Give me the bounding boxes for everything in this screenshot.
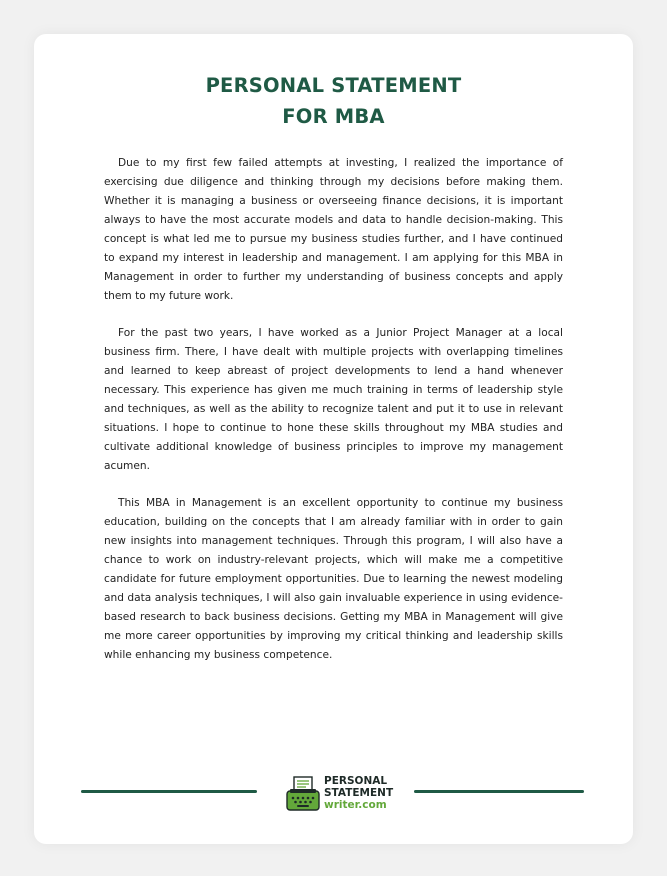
- statement-body: [104, 154, 563, 683]
- title-line-2: FOR MBA: [282, 105, 385, 128]
- footer-divider-left: [81, 790, 257, 793]
- logo-line-1: PERSONAL: [324, 775, 388, 787]
- paragraph-1: Due to my first few failed attempts at investing, I realized the importance of exercising due diligence and thinking through my decisions before making them. Whether it is managing a business or overseeing finance decisions, it is important always to have the most accurate models and data to handle decision-making. This concept is what led me to pursue my business studies further, and I have continued to expand my interest in leadership and management. I am applying for this MBA in Management in order to further my understanding of business concepts and apply them to my future work.: [104, 157, 563, 302]
- logo-wordmark: [324, 775, 393, 811]
- paragraph-3: This MBA in Management is an excellent opportunity to continue my business education, building on the concepts that I am already familiar with in order to gain new insights into management techniques. Through this program, I will also have a chance to work on industry-relevant projects, which will make me a competitive candidate for future employment opportunities. Due to learning the newest modeling and data analysis techniques, I will also gain invaluable experience in using evidence-based research to back business decisions. Getting my MBA in Management will give me more career opportunities by improving my critical thinking and leadership skills while enhancing my business competence.: [104, 497, 563, 661]
- page-title: [34, 70, 633, 132]
- logo-line-3: writer.com: [324, 799, 387, 811]
- typewriter-icon: [286, 776, 320, 812]
- paragraph-2: For the past two years, I have worked as a Junior Project Manager at a local business firm. There, I have dealt with multiple projects with overlapping timelines and learned to keep abreast of project developments to lend a hand whenever necessary. This experience has given me much training in terms of leadership style and techniques, as well as the ability to recognize talent and put it to use in relevant situations. I hope to continue to hone these skills throughout my MBA studies and cultivate additional knowledge of business principles to improve my management acumen.: [104, 327, 563, 472]
- brand-logo: [286, 774, 398, 814]
- document-page: [34, 34, 633, 844]
- title-line-1: PERSONAL STATEMENT: [205, 74, 462, 97]
- logo-line-2: STATEMENT: [324, 787, 394, 799]
- footer-divider-right: [414, 790, 584, 793]
